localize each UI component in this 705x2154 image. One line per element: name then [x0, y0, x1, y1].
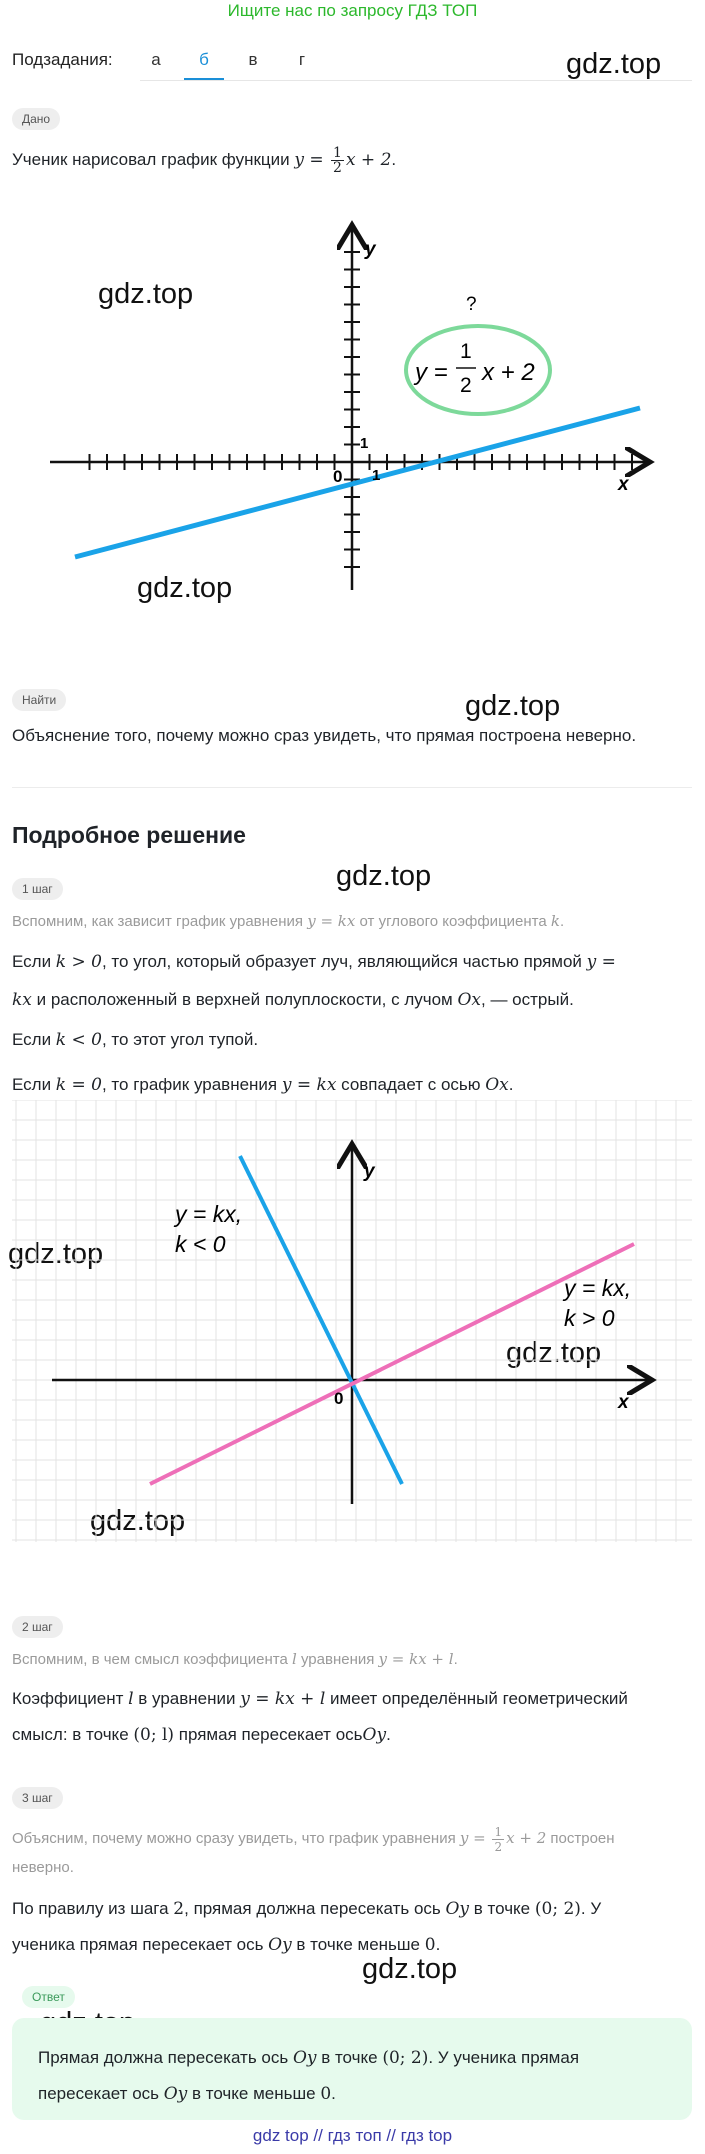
step2-intro: Вспомним, в чем смысл коэффициента l уравнения y = kx + l. — [12, 1650, 458, 1668]
step1-intro: Вспомним, как зависит график уравнения y = kx от углового коэффициента k. — [12, 912, 565, 930]
step3-badge: 3 шаг — [12, 1787, 63, 1809]
x-axis-label: x — [618, 1392, 629, 1413]
x-tick-label: 1 — [372, 467, 381, 484]
watermark: gdz.top — [137, 572, 233, 604]
slope-graph — [12, 1100, 692, 1542]
neg-label-line1: y = kx, — [175, 1201, 243, 1227]
watermark: gdz.top — [8, 1238, 104, 1270]
step3-intro: Объясним, почему можно сразу увидеть, что график уравнения y = $\frac{1}{2}$ x + 2 построен неверно. — [12, 1824, 615, 1876]
find-text: Объяснение того, почему можно сраз увидеть, что прямая построена неверно. — [12, 726, 637, 745]
y-tick-label: 1 — [360, 435, 369, 452]
section-divider — [12, 787, 692, 788]
tab-v[interactable]: в — [248, 50, 258, 69]
tab-g[interactable]: г — [298, 50, 306, 69]
neg-label-line2: k < 0 — [175, 1231, 226, 1257]
step1-p1: Если k > 0, то угол, который образует луч, являющийся частью прямой y = kx и расположенный в верхней полуплоскости, с лучом Ox, — острый. — [12, 952, 616, 1010]
given-text: Ученик нарисовал график функции y = $\frac{1}{2}$ x + 2. — [12, 145, 397, 177]
solution-title: Подробное решение — [12, 822, 246, 848]
ellipse-formula-num: 1 — [460, 340, 472, 363]
watermark: gdz.top — [336, 860, 432, 892]
question-mark: ? — [466, 294, 477, 315]
answer-badge: Ответ — [22, 1986, 75, 2008]
tab-b[interactable]: б — [199, 50, 209, 69]
watermark: gdz.top — [90, 1505, 186, 1537]
origin-label: 0 — [333, 467, 343, 486]
answer-text: Прямая должна пересекать ось Oy в точке (0; 2). У ученика прямая пересекает ось Oy в точке меньше 0. — [38, 2048, 580, 2104]
step2-badge: 2 шаг — [12, 1616, 63, 1638]
given-badge: Дано — [12, 108, 60, 130]
step1-p2: Если k < 0, то этот угол тупой. — [12, 1030, 259, 1050]
given-graph — [40, 210, 660, 630]
step1-badge: 1 шаг — [12, 878, 63, 900]
footer-links[interactable]: gdz top // гдз топ // гдз top — [252, 2126, 453, 2145]
pos-label-line1: y = kx, — [564, 1275, 632, 1301]
watermark: gdz.top — [465, 690, 561, 722]
watermark: gdz.top — [566, 48, 662, 80]
watermark: gdz.top — [362, 1953, 458, 1985]
x-axis-label: x — [618, 474, 629, 495]
y-axis-label: y — [365, 239, 376, 260]
y-axis-label: y — [364, 1161, 375, 1182]
student-line — [75, 408, 640, 557]
origin-label: 0 — [334, 1389, 344, 1408]
active-tab-indicator — [184, 78, 224, 80]
subtasks-label: Подзадания: — [12, 50, 113, 69]
top-banner[interactable]: Ищите нас по запросу ГДЗ ТОП — [227, 1, 478, 20]
watermark: gdz.top — [98, 278, 194, 310]
step2-text: Коэффициент l в уравнении y = kx + l имеет определённый геометрический смысл: в точке (0; l) прямая пересекает осьOy. — [12, 1689, 628, 1745]
ellipse-formula-den: 2 — [460, 374, 472, 397]
find-badge: Найти — [12, 689, 66, 711]
ellipse-formula-rest: x + 2 — [482, 359, 535, 386]
tab-a[interactable]: а — [151, 50, 161, 69]
step3-text: По правилу из шага 2, прямая должна пересекать ось Oy в точке (0; 2). У ученика прямая пересекает ось Oy в точке меньше 0. — [12, 1899, 602, 1955]
step1-p3: Если k = 0, то график уравнения y = kx совпадает с осью Ox. — [12, 1075, 514, 1095]
ellipse-formula-y: y = — [415, 359, 448, 386]
pos-label-line2: k > 0 — [564, 1305, 615, 1331]
watermark: gdz.top — [506, 1337, 602, 1369]
